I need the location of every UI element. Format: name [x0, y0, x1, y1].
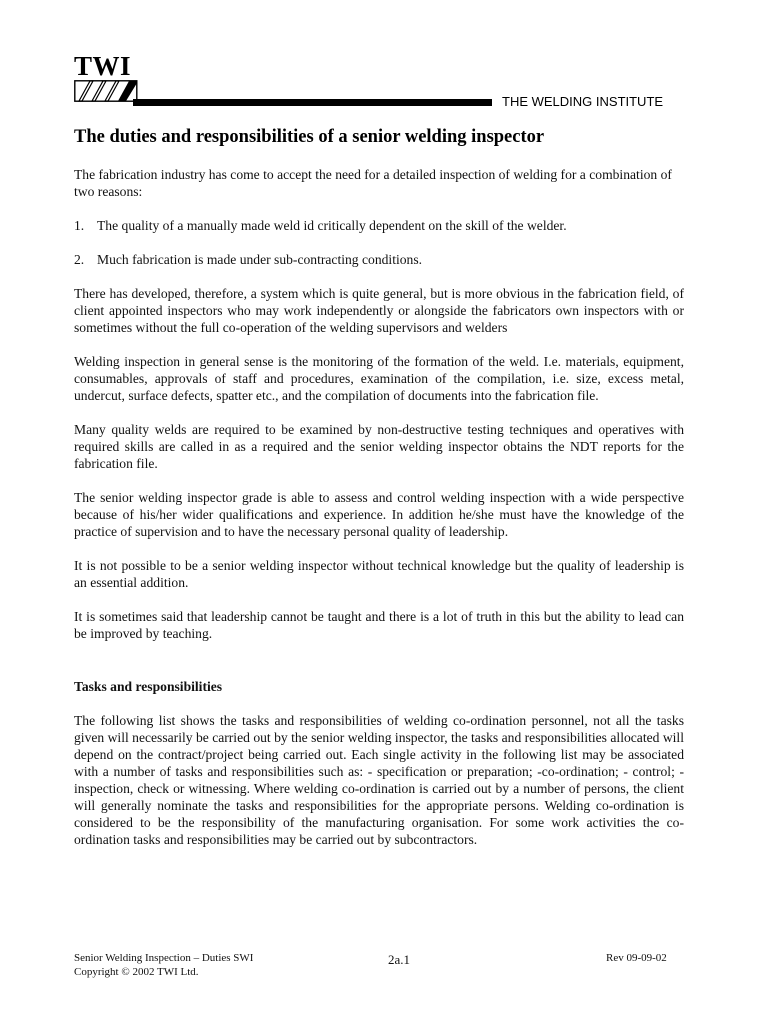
list-item: [74, 217, 684, 234]
body-paragraph: Many quality welds are required to be examined by non-destructive testing techniques and operatives with required skills are called in as a required and the senior welding inspector obtains the NDT reports for the fabrication file.: [74, 422, 684, 471]
body-paragraph: There has developed, therefore, a system which is quite general, but is more obvious in the fabrication field, of client appointed inspectors who may work independently or alongside the fabricators own inspectors with or sometimes without the full co-operation of the welding supervisors and welders: [74, 286, 684, 335]
list-number: 2.: [74, 252, 85, 267]
reasons-list: [74, 217, 684, 268]
page-title: The duties and responsibilities of a senior welding inspector: [74, 127, 545, 147]
logo-text: TWI: [74, 51, 132, 81]
revision-label: Rev 09-09-02: [606, 952, 667, 964]
body-paragraph: The senior welding inspector grade is able to assess and control welding inspection with a wide perspective because of his/her wider qualifications and experience. In addition he/she must have the knowledge of the practice of supervision and to have the necessary personal quality of leadership.: [74, 490, 684, 539]
footer-left: [74, 951, 253, 979]
page-number: 2a.1: [388, 952, 411, 967]
section-heading: Tasks and responsibilities: [74, 679, 223, 694]
intro-paragraph: The fabrication industry has come to accept the need for a detailed inspection of welding for a combination of two reasons:: [74, 167, 672, 199]
list-text: Much fabrication is made under sub-contracting conditions.: [97, 252, 423, 267]
tasks-paragraph: The following list shows the tasks and responsibilities of welding co-ordination personnel, not all the tasks given will necessarily be carried out by the senior welding inspector, the tasks and responsibilities allocated will depend on the contract/project being carried out. Each single activity in the following list may be associated with a number of tasks and responsibilities such as: - specification or preparation; -co-ordination; - control; - inspection, check or witnessing. Where welding co-ordination is carried out by a number of persons, the client will generally nominate the tasks and responsibilities for the appropriate persons. Welding co-ordination is considered to be the responsibility of the manufacturing organisation. For some work activities the co-ordination tasks and responsibilities may be carried out by subcontractors.: [74, 713, 684, 847]
body-paragraph: It is not possible to be a senior welding inspector without technical knowledge but the quality of leadership is an essential addition.: [74, 558, 684, 590]
body-paragraph: It is sometimes said that leadership cannot be taught and there is a lot of truth in this but the ability to lead can be improved by teaching.: [74, 609, 684, 641]
body-paragraph: Welding inspection in general sense is the monitoring of the formation of the weld. I.e. materials, equipment, consumables, approvals of staff and procedures, examination of the compilation, i.e. size, excess metal, undercut, surface defects, spatter etc., and the compilation of documents into the fabrication file.: [74, 354, 684, 403]
document-body: [74, 166, 684, 865]
list-text: The quality of a manually made weld id critically dependent on the skill of the welder.: [97, 218, 567, 233]
list-number: 1.: [74, 218, 85, 233]
logo-stripes-icon: [74, 80, 138, 102]
footer-copyright: Copyright © 2002 TWI Ltd.: [74, 966, 199, 978]
header-rule: [133, 99, 492, 106]
footer-doc-name: Senior Welding Inspection – Duties SWI: [74, 952, 254, 964]
institute-name: THE WELDING INSTITUTE: [502, 94, 664, 109]
list-item: [74, 251, 684, 268]
